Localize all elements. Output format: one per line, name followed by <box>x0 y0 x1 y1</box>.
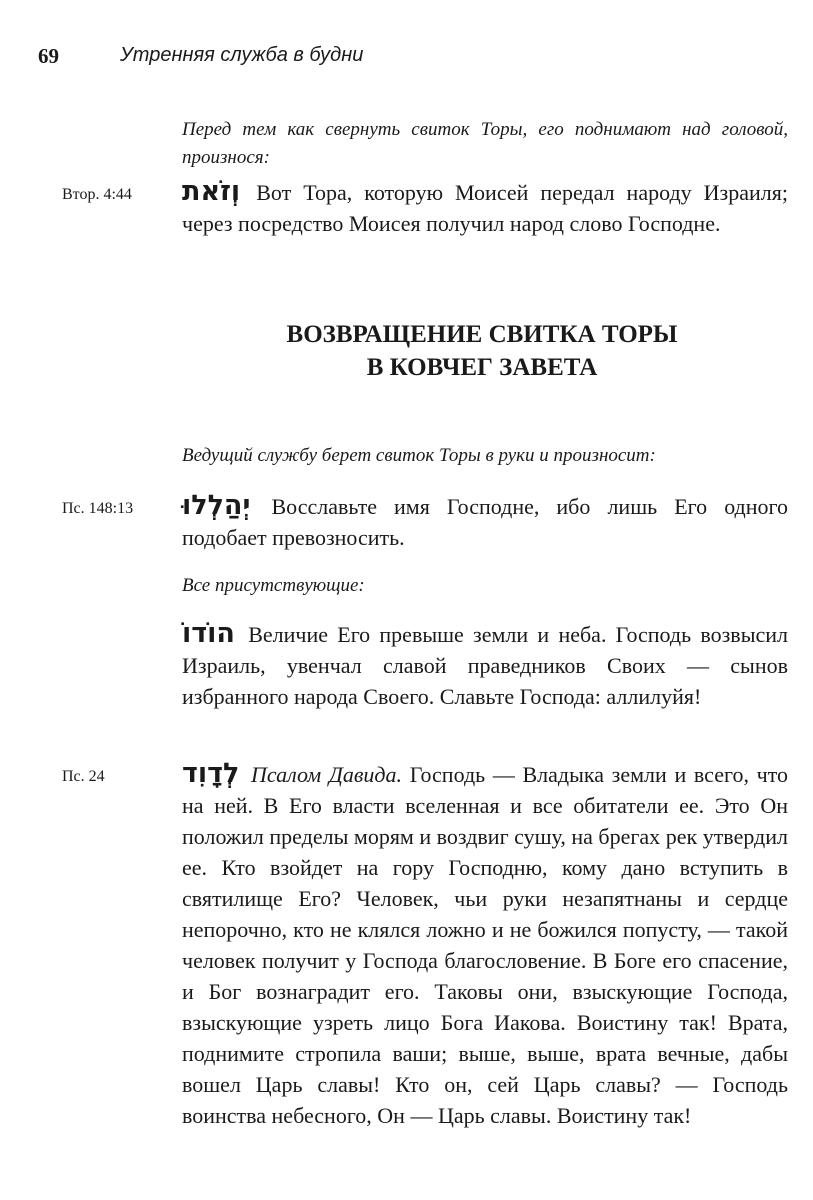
section-heading <box>182 318 782 384</box>
hebrew-word-vezot: וְזֹאת <box>182 176 241 207</box>
instruction-all-present: Все присутствующие: <box>182 575 365 596</box>
paragraph-vezot <box>182 176 788 239</box>
page-number: 69 <box>38 44 59 68</box>
hebrew-word-hodo: הוֹדוֹ <box>182 618 235 649</box>
running-title: Утренняя служба в будни <box>120 44 364 66</box>
paragraph-text: Вот Тора, которую Моисей передал народу Израиля; через посредство Моисея получил народ слово Господне. <box>182 180 788 236</box>
instruction-take-torah: Ведущий службу берет свиток Торы в руки и произносит: <box>182 445 656 466</box>
page-header <box>38 44 798 74</box>
paragraph-yehalelu <box>182 490 788 553</box>
instruction-lift-torah: Перед тем как свернуть свиток Торы, его поднимают над головой, произнося: <box>182 119 788 168</box>
hebrew-word-ledavid: לְדָוִד <box>182 758 240 789</box>
reference-ps24: Пс. 24 <box>62 768 105 785</box>
reference-deut: Втор. 4:44 <box>62 186 132 203</box>
psalm-title: Псалом Давида. <box>251 762 403 787</box>
paragraph-text: Господь — Владыка земли и всего, что на ней. В Его власти вселенная и все обитатели ее. Это Он положил пределы морям и воздвиг сушу, на брегах рек утвердил ее. Кто взойдет на гору Господню, кому дано вступить в святилище Его? Человек, чьи руки незапятнаны и сердце непорочно, кто не клялся ложно и не божился попусту, — такой человек получит у Господа благословение. В Боге его спасение, и Бог вознаградит его. Таковы они, взыскующие Господа, взыскующие узреть лицо Бога Иакова. Воистину так! Врата, поднимите стропила ваши; выше, выше, врата вечные, дабы вошел Царь славы! Кто он, сей Царь славы? — Господь воинства небесного, Он — Царь славы. Воистину так! <box>182 762 789 1128</box>
paragraph-ledavid <box>182 758 788 1131</box>
paragraph-hodo <box>182 618 788 712</box>
heading-line-1: ВОЗВРАЩЕНИЕ СВИТКА ТОРЫ <box>286 321 678 348</box>
reference-ps148: Пс. 148:13 <box>62 500 134 517</box>
heading-line-2: В КОВЧЕГ ЗАВЕТА <box>366 354 598 381</box>
paragraph-text: Величие Его превыше земли и неба. Господь возвысил Израиль, увенчал славой праведников Своих — сынов избранного народа Своего. Славьте Господа: аллилуйя! <box>182 622 788 709</box>
hebrew-word-yehalelu: יְהַלְלוּ <box>182 490 251 521</box>
paragraph-text: Восславьте имя Господне, ибо лишь Его одного подобает превозносить. <box>182 494 789 550</box>
